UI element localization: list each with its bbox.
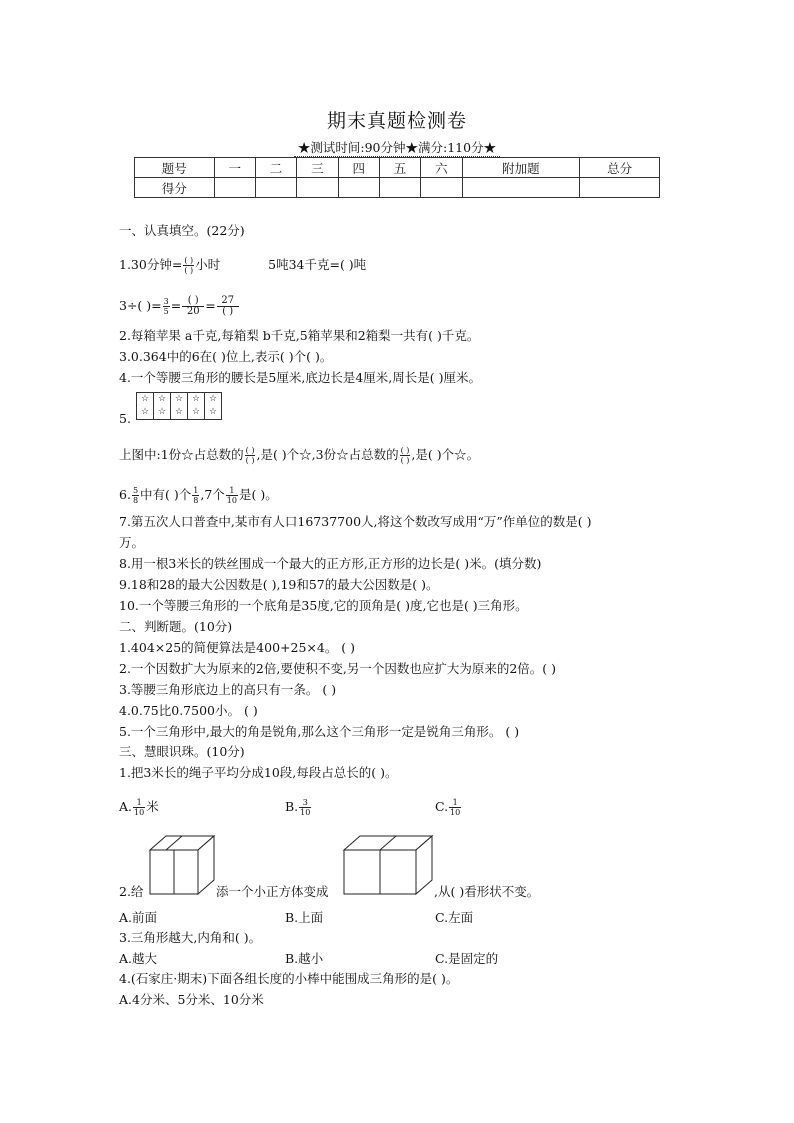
question-1-3: 3.0.364中的6在( )位上,表示( )个( )。 <box>119 349 333 364</box>
fraction-denominator: 8 <box>193 496 199 505</box>
fraction-numerator: 3 <box>163 297 169 306</box>
question-1-7: 7.第五次人口普查中,某市有人口16737700人,将这个数改写成用“万”作单位的数是( ) <box>119 514 592 529</box>
option-letter: A. <box>119 799 133 814</box>
fraction-numerator: ( ) <box>245 446 255 455</box>
q1-text-c: 5吨34千克=( )吨 <box>268 257 367 272</box>
score-input-cell[interactable] <box>338 178 379 198</box>
page-title: 期末真题检测卷 <box>326 110 467 132</box>
star-icon: ☆ <box>140 407 150 417</box>
score-cell: 六 <box>421 158 462 178</box>
question-2-1: 1.404×25的简便算法是400+25×4。 ( ) <box>119 640 356 655</box>
score-cell: 附加题 <box>462 158 580 178</box>
fraction-denominator: ( ) <box>245 456 255 465</box>
score-input-cell[interactable] <box>580 178 660 198</box>
three-cube-figure <box>342 828 434 896</box>
score-input-cell[interactable] <box>214 178 255 198</box>
question-1-1 <box>119 256 366 275</box>
question-2-2: 2.一个因数扩大为原来的2倍,要使积不变,另一个因数也应扩大为原来的2倍。( ) <box>119 661 557 676</box>
fraction-denominator: ( ) <box>400 456 410 465</box>
question-3-2-text-b: 添一个小正方体变成 <box>216 884 329 899</box>
q5-fraction-2 <box>400 446 411 465</box>
q3-4-option-a[interactable]: A.4分米、5分米、10分米 <box>119 992 264 1007</box>
star-icon: ☆ <box>140 394 150 404</box>
star-icon: ☆ <box>174 394 184 404</box>
question-3-2-text-c: ,从( )看形状不变。 <box>434 884 540 899</box>
q3-1-option-a[interactable] <box>119 798 159 817</box>
q3-2-option-a[interactable]: A.前面 <box>119 910 158 925</box>
fraction-denominator: 10 <box>300 808 311 817</box>
cube-front-face-right <box>380 850 416 894</box>
score-input-cell[interactable] <box>379 178 420 198</box>
q6-fraction-2 <box>192 486 199 505</box>
question-1-1-division <box>119 296 240 317</box>
fraction-numerator: 1 <box>226 486 238 496</box>
fraction-numerator: ( ) <box>400 446 410 455</box>
q6-text-a: 6. <box>119 487 131 502</box>
cube-front-face-left <box>150 850 174 894</box>
question-1-5-number: 5. <box>119 411 131 426</box>
fraction-denominator: ( ) <box>184 266 194 275</box>
score-cell: 三 <box>297 158 338 178</box>
fraction-denominator: 10 <box>134 808 145 817</box>
q5-text-b: ,是( )个☆,3份☆占总数的 <box>256 447 399 462</box>
q3-2-option-b[interactable]: B.上面 <box>285 910 324 925</box>
fraction-denominator: 20 <box>186 306 200 317</box>
q1-text-b: 小时 <box>195 257 221 272</box>
q1d-text: 3÷( )= <box>119 298 162 313</box>
fraction-numerator: ( ) <box>184 256 194 265</box>
two-cube-figure <box>148 828 216 896</box>
q3-1-option-b[interactable] <box>285 798 312 817</box>
question-1-10: 10.一个等腰三角形的一个底角是35度,它的顶角是( )度,它也是( )三角形。 <box>119 598 528 613</box>
fraction-numerator: 1 <box>133 798 145 808</box>
star-grid <box>136 392 222 420</box>
star-column <box>205 393 221 419</box>
score-table-score-row <box>135 178 660 198</box>
question-1-5 <box>119 446 479 465</box>
question-1-6 <box>119 486 278 505</box>
cube-front-face-left <box>344 850 380 894</box>
fraction-numerator: 1 <box>193 486 199 495</box>
question-1-2: 2.每箱苹果 a千克,每箱梨 b千克,5箱苹果和2箱梨一共有( )千克。 <box>119 328 480 343</box>
question-3-4: 4.(石家庄·期末)下面各组长度的小棒中能围成三角形的是( )。 <box>119 971 459 986</box>
section-1-heading: 一、认真填空。(22分) <box>119 223 245 238</box>
score-cell: 五 <box>379 158 420 178</box>
subtitle-text: ★测试时间:90分钟★满分:110分★ <box>294 140 500 157</box>
score-cell: 二 <box>255 158 296 178</box>
cube-front-face-right <box>174 850 198 894</box>
q6-text-b: 中有( )个 <box>140 487 192 502</box>
option-fraction <box>133 798 145 817</box>
star-column <box>188 393 205 419</box>
section-2-heading: 二、判断题。(10分) <box>119 619 233 634</box>
q3-2-option-c[interactable]: C.左面 <box>435 910 474 925</box>
option-letter: C. <box>435 799 449 814</box>
q1-fraction <box>183 256 194 275</box>
option-fraction <box>449 798 461 817</box>
question-1-8: 8.用一根3米长的铁丝围成一个最大的正方形,正方形的边长是( )米。(填分数) <box>119 556 542 571</box>
q6-fraction-1 <box>132 486 139 505</box>
q5-text-c: ,是( )个☆。 <box>411 447 480 462</box>
option-unit: 米 <box>146 799 159 814</box>
score-cell: 一 <box>214 158 255 178</box>
q1-text-a: 1.30分钟= <box>119 257 183 272</box>
fraction-numerator: 5 <box>132 486 139 495</box>
star-icon: ☆ <box>157 394 167 404</box>
q1d-fraction-1 <box>163 297 170 316</box>
question-2-3: 3.等腰三角形底边上的高只有一条。 ( ) <box>119 682 337 697</box>
star-icon: ☆ <box>191 394 201 404</box>
question-3-1: 1.把3米长的绳子平均分成10段,每段占总长的( )。 <box>119 765 398 780</box>
q1d-fraction-3 <box>217 296 239 317</box>
exam-subtitle <box>0 138 794 156</box>
option-fraction <box>299 798 311 817</box>
q3-3-option-a[interactable]: A.越大 <box>119 951 158 966</box>
score-input-cell[interactable] <box>297 178 338 198</box>
fraction-numerator: ( ) <box>182 296 204 307</box>
equals-sign: = <box>170 298 182 313</box>
fraction-numerator: 27 <box>217 296 239 307</box>
score-cell: 得分 <box>135 178 215 198</box>
score-input-cell[interactable] <box>462 178 580 198</box>
score-table <box>134 157 660 198</box>
star-icon: ☆ <box>208 407 218 417</box>
score-cell: 四 <box>338 158 379 178</box>
q6-text-c: ,7个 <box>200 487 225 502</box>
score-input-cell[interactable] <box>421 178 462 198</box>
question-1-7-cont: 万。 <box>119 535 145 550</box>
star-icon: ☆ <box>174 407 184 417</box>
section-3-heading: 三、慧眼识珠。(10分) <box>119 744 245 759</box>
question-1-4: 4.一个等腰三角形的腰长是5厘米,底边长是4厘米,周长是( )厘米。 <box>119 370 482 385</box>
q3-1-option-c[interactable] <box>435 798 462 817</box>
q6-fraction-3 <box>226 486 238 505</box>
fraction-denominator: 8 <box>132 496 139 505</box>
star-column <box>137 393 154 419</box>
fraction-denominator: 10 <box>226 496 237 505</box>
star-icon: ☆ <box>208 394 218 404</box>
q3-3-option-b[interactable]: B.越小 <box>285 951 324 966</box>
option-letter: B. <box>285 799 299 814</box>
question-1-9: 9.18和28的最大公因数是( ),19和57的最大公因数是( )。 <box>119 577 439 592</box>
question-2-5: 5.一个三角形中,最大的角是锐角,那么这个三角形一定是锐角三角形。 ( ) <box>119 724 520 739</box>
fraction-denominator: 10 <box>450 808 461 817</box>
equals-sign: = <box>205 298 216 313</box>
q3-3-option-c[interactable]: C.是固定的 <box>435 951 499 966</box>
question-3-3: 3.三角形越大,内角和( )。 <box>119 930 262 945</box>
fraction-numerator: 1 <box>449 798 461 808</box>
score-table-header-row <box>135 158 660 178</box>
fraction-denominator: 5 <box>163 307 169 316</box>
star-column <box>171 393 188 419</box>
star-icon: ☆ <box>157 407 167 417</box>
question-2-4: 4.0.75比0.7500小。 ( ) <box>119 703 258 718</box>
score-input-cell[interactable] <box>255 178 296 198</box>
q5-text-a: 上图中:1份☆占总数的 <box>119 447 244 462</box>
q5-fraction-1 <box>245 446 256 465</box>
fraction-numerator: 3 <box>299 798 311 808</box>
score-cell: 总分 <box>580 158 660 178</box>
q1d-fraction-2 <box>182 296 204 317</box>
question-3-2-text-a: 2.给 <box>119 884 144 899</box>
q6-text-d: 是( )。 <box>238 487 278 502</box>
star-icon: ☆ <box>191 407 201 417</box>
fraction-denominator: ( ) <box>222 306 234 317</box>
score-cell: 题号 <box>135 158 215 178</box>
star-column <box>154 393 171 419</box>
